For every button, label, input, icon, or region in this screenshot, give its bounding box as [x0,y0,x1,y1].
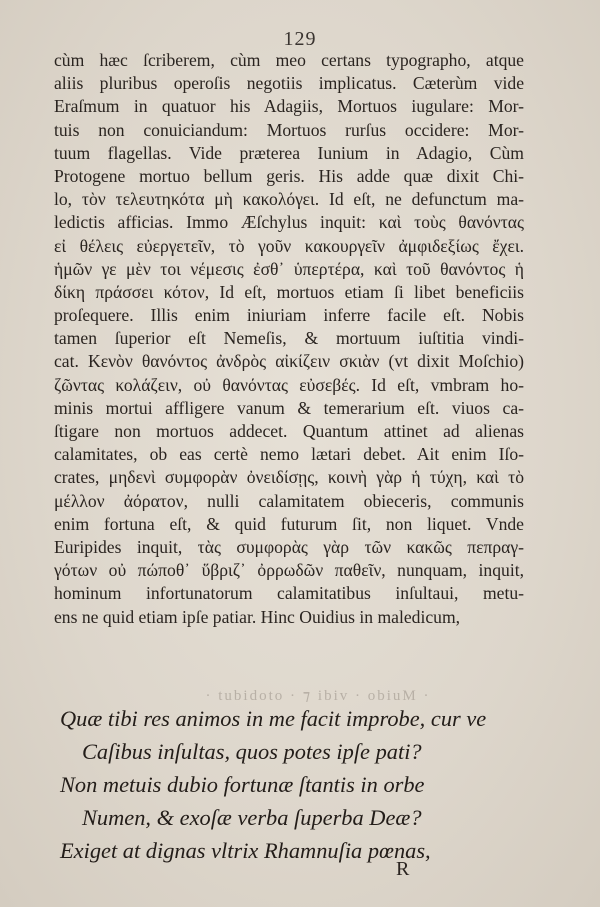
verse-line: Numen, & exoſæ verba ſuperba Deæ? [82,805,422,830]
text-line: μέλλον ἀόρατον, nulli calamitatem obieceris, communis [54,490,524,511]
text-line: ledictis afficias. Immo Æſchylus inquit: καὶ τοὺς θανόντας [54,212,524,233]
text-line: crates, μηδενὶ συμφορὰν ὀνειδίσῃς, κοινὴ γὰρ ἡ τύχη, καὶ τὸ [54,467,524,488]
page-number: 129 [283,28,317,50]
text-line: lo, τὸν τελευτηκότα μὴ κακολόγει. Id eſt, ne defunctum ma- [54,189,524,210]
text-line: calamitates, ob eas certè nemo lætari debet. Ait enim Iſo- [54,444,524,465]
verse-line: Quæ tibi res animos in me facit improbe, cur ve [60,706,487,731]
text-line: tuum flagellas. Vide præterea Iunium in Adagio, Cùm [54,142,524,163]
text-line: tuis non conuiciandum: Mortuos rurſus occidere: Mor- [54,119,524,140]
text-line: γότων οὐ πώποθ᾽ ὕβριζ᾽ ὀρρωδῶν παθεῖν, nunquam, inquit, [54,560,524,581]
prose-block [54,49,524,629]
text-line: aliis pluribus operoſis negotiis implicatus. Cæterùm vide [54,73,524,94]
text-line: hominum infortunatorum calamitatibus inſultaui, metu- [54,583,524,604]
text-line: ἡμῶν γε μὲν τοι νέμεσις ἐσθ᾽ ὑπερτέρα, καὶ τοῦ θανόντος ἡ [54,258,524,279]
text-line: Euripides inquit, τὰς συμφορὰς γὰρ τῶν κακῶς πεπραγ- [54,536,524,557]
text-line: minis mortui affligere vanum & temerarium eſt. viuos ca- [54,397,524,418]
text-line: Eraſmum in quatuor his Adagiis, Mortuos iugulare: Mor- [54,96,524,117]
text-line: ζῶντας κολάζειν, οὐ θανόντας εὐσεβές. Id eſt, vmbram ho- [54,374,524,395]
verse-line: Non metuis dubio fortunæ ſtantis in orbe [60,772,425,797]
text-line: enim fortuna eſt, & quid futurum ſit, non liquet. Vnde [54,513,524,534]
text-line: εἰ θέλεις εὐεργετεῖν, τὸ γοῦν κακουργεῖν ἀμφιδεξίως ἔχει. [54,235,524,256]
show-through-text: · tubidoto · ⁊ ibiv · obiuM · [205,688,431,704]
text-line: cùm hæc ſcriberem, cùm meo certans typographo, atque [54,50,524,70]
text-line: proſequere. Illis enim iniuriam inferre facile eſt. Nobis [54,305,524,326]
signature-mark: R [396,858,410,880]
text-line: δίκη πράσσει κότον, Id eſt, mortuos etiam ſi libet beneficiis [54,281,524,302]
verse-line: Caſibus inſultas, quos potes ipſe pati? [82,739,422,764]
text-line: ſtigare non mortuos addecet. Quantum attinet ad alienas [54,421,524,441]
verse-line: Exiget at dignas vltrix Rhamnuſia pœnas, [60,838,431,863]
text-line: Protogene mortuo bellum geris. His adde quæ dixit Chi- [54,165,524,186]
text-line: cat. Κενὸν θανόντος ἀνδρὸς αἰκίζειν σκιὰν (vt dixit Moſchio) [54,351,524,372]
text-line: tamen ſuperior eſt Nemeſis, & mortuum iuſtitia vindi- [54,328,524,349]
text-line: ens ne quid etiam ipſe patiar. Hinc Ouidius in maledicum, [54,606,461,627]
